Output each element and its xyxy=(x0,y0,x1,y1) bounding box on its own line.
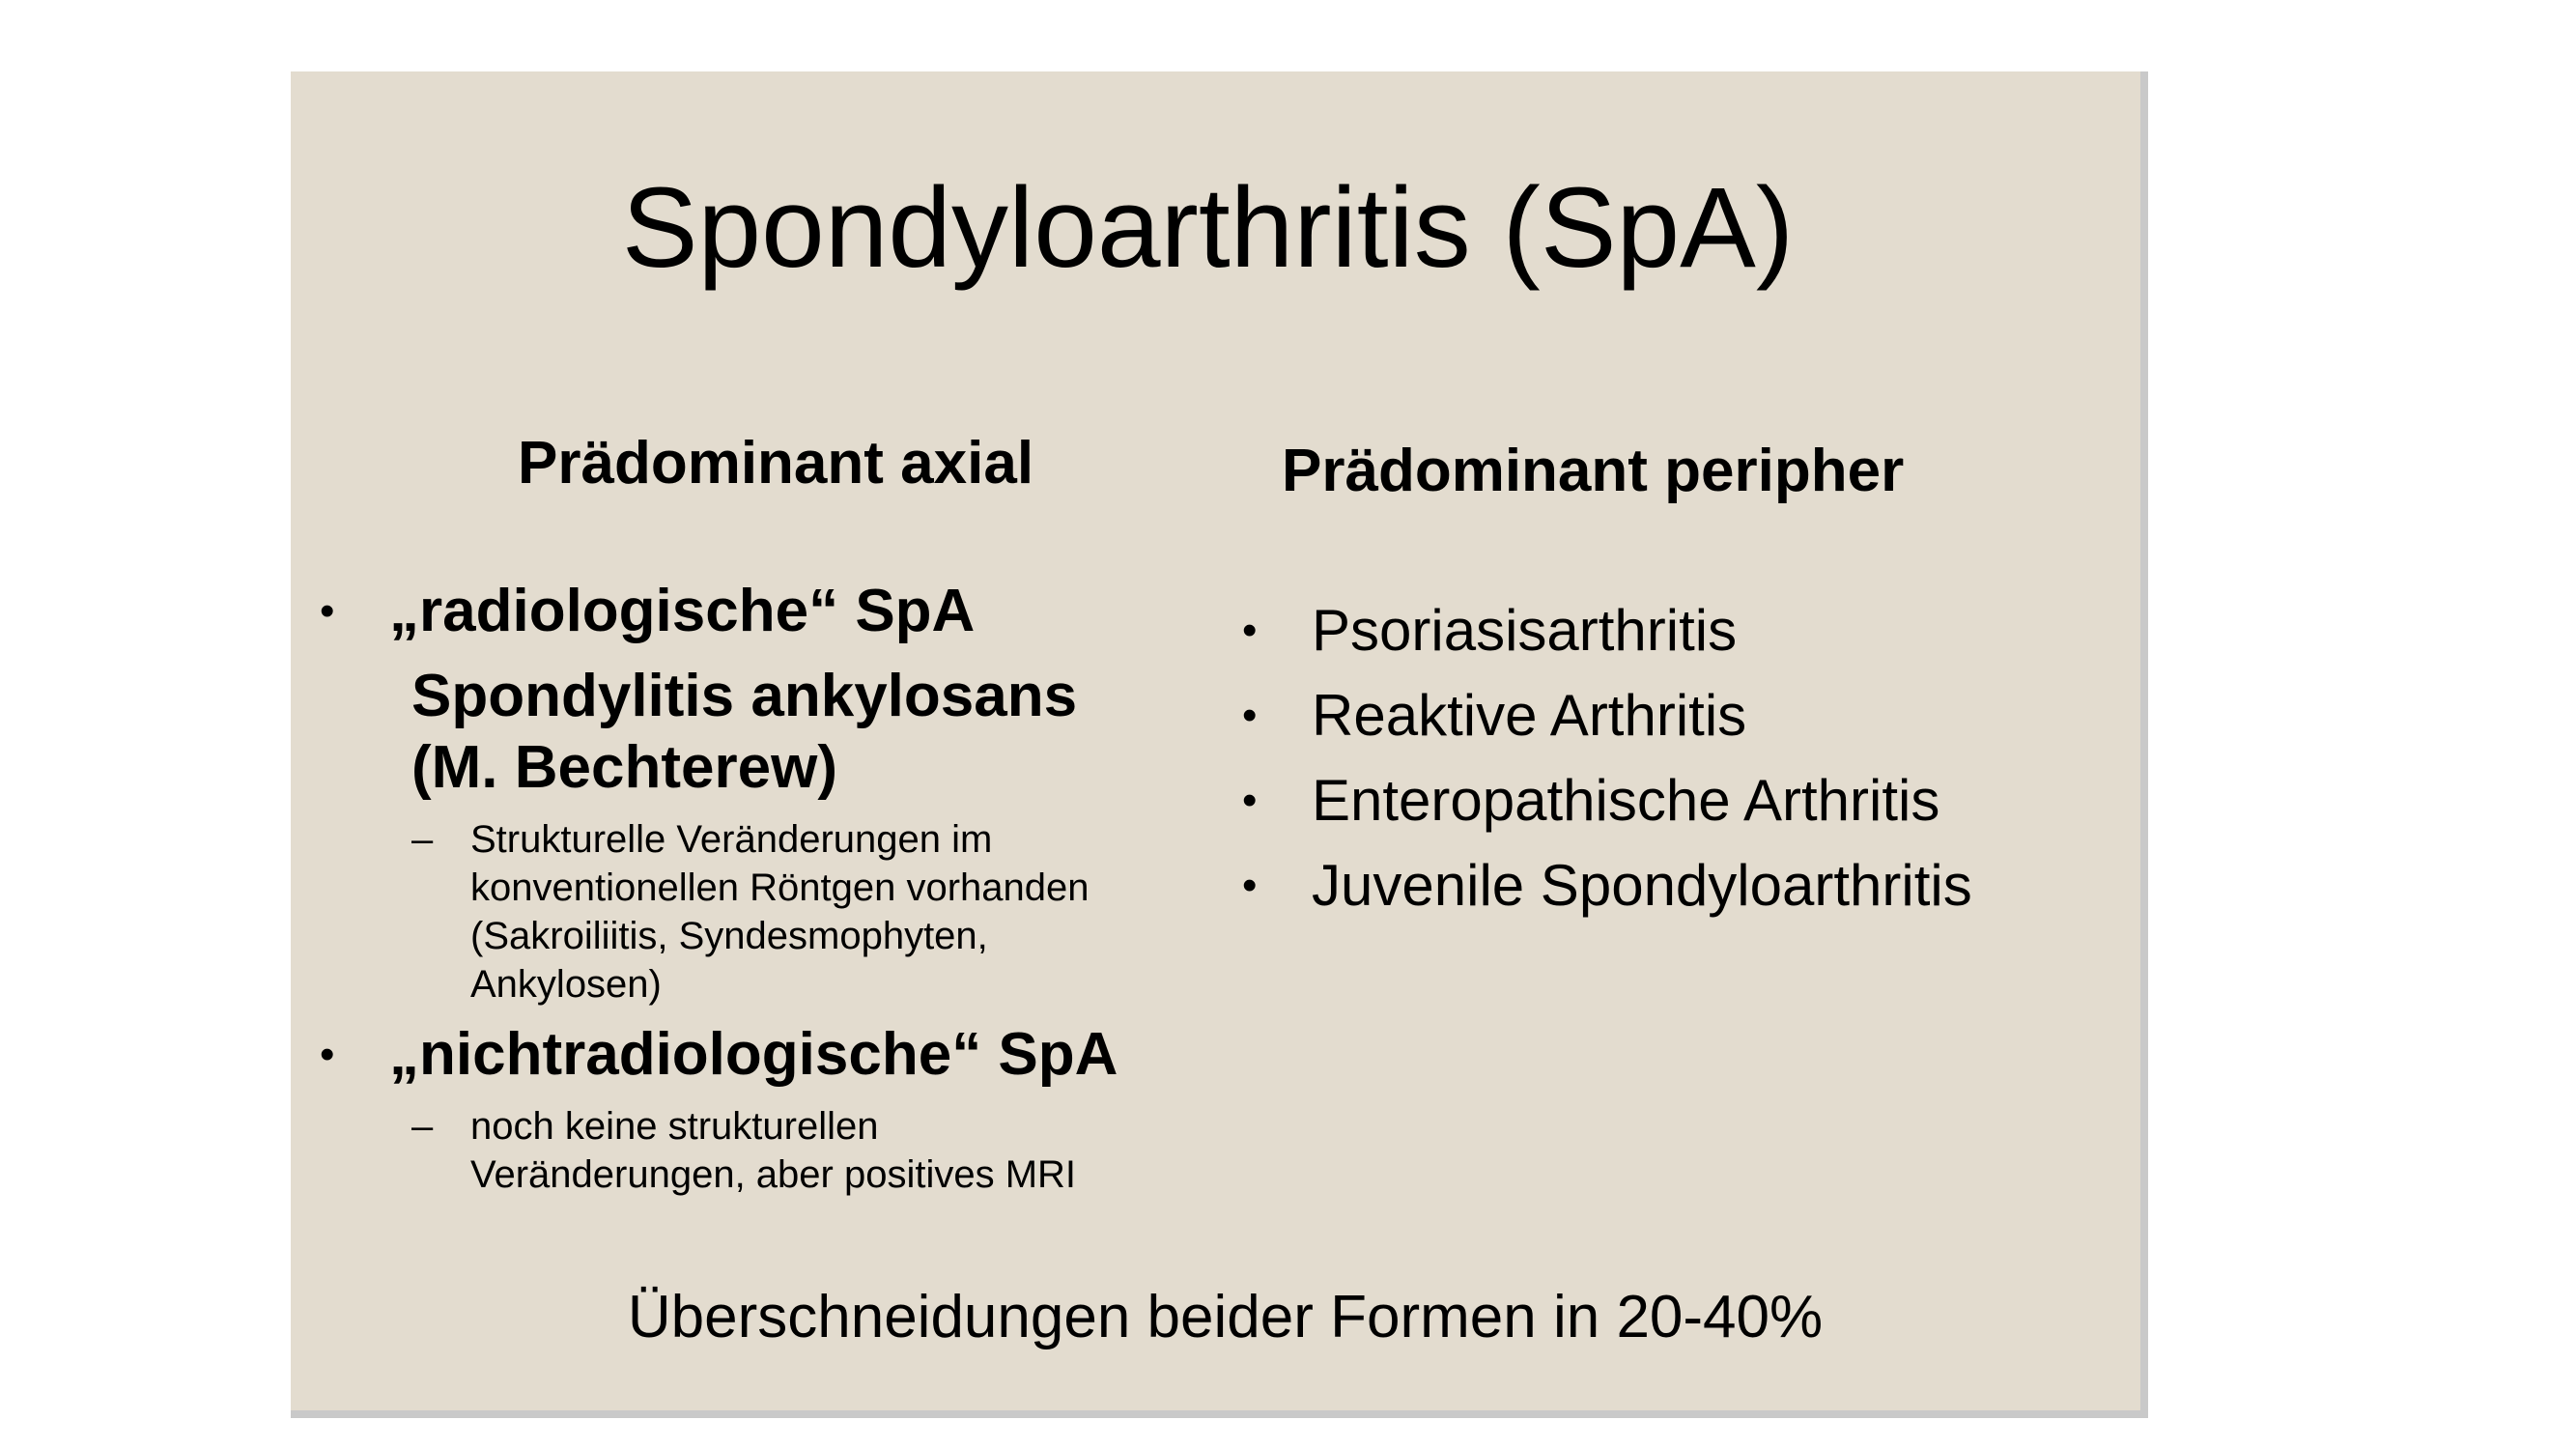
bullet-marker: • xyxy=(1242,607,1258,654)
dash-marker: – xyxy=(411,1105,434,1148)
heading-axial: Prädominant axial xyxy=(518,430,1034,497)
peripheral-item-label: Psoriasisarthritis xyxy=(1312,598,1738,663)
axial-item-radiological xyxy=(320,576,975,647)
dash-marker: – xyxy=(411,818,434,861)
bullet-marker: • xyxy=(1242,862,1258,909)
axial-name-line: (M. Bechterew) xyxy=(411,734,837,801)
axial-subpoint-nonradiological xyxy=(411,1102,1076,1199)
slide-title: Spondyloarthritis (SpA) xyxy=(621,164,1795,292)
peripheral-list xyxy=(1242,588,1972,928)
bullet-marker: • xyxy=(320,587,335,635)
list-item xyxy=(1242,758,1972,843)
axial-item-label: „radiologische“ SpA xyxy=(389,578,976,644)
subpoint-line: Ankylosen) xyxy=(470,963,662,1006)
list-item xyxy=(1242,673,1972,758)
axial-item-nonradiological xyxy=(320,1019,1118,1091)
axial-subpoint-radiological xyxy=(411,815,1090,1009)
slide xyxy=(291,71,2148,1418)
bullet-marker: • xyxy=(1242,692,1258,739)
list-item xyxy=(1242,843,1972,928)
bullet-marker: • xyxy=(320,1031,335,1078)
subpoint-line: Strukturelle Veränderungen im xyxy=(470,818,993,861)
axial-item-label: „nichtradiologische“ SpA xyxy=(389,1021,1118,1088)
subpoint-line: noch keine strukturellen xyxy=(470,1105,879,1148)
axial-name-line: Spondylitis ankylosans xyxy=(411,663,1078,729)
list-item xyxy=(1242,588,1972,673)
subpoint-line: Veränderungen, aber positives MRI xyxy=(470,1153,1077,1196)
subpoint-line: (Sakroiliitis, Syndesmophyten, xyxy=(470,915,988,957)
peripheral-item-label: Enteropathische Arthritis xyxy=(1312,768,1940,833)
slide-footer-note: Überschneidungen beider Formen in 20-40% xyxy=(627,1284,1824,1350)
bullet-marker: • xyxy=(1242,777,1258,824)
axial-disease-name xyxy=(411,661,1077,804)
peripheral-item-label: Reaktive Arthritis xyxy=(1312,683,1747,748)
peripheral-item-label: Juvenile Spondyloarthritis xyxy=(1312,853,1972,918)
subpoint-line: konventionellen Röntgen vorhanden xyxy=(470,867,1090,909)
heading-peripher: Prädominant peripher xyxy=(1282,438,1905,504)
